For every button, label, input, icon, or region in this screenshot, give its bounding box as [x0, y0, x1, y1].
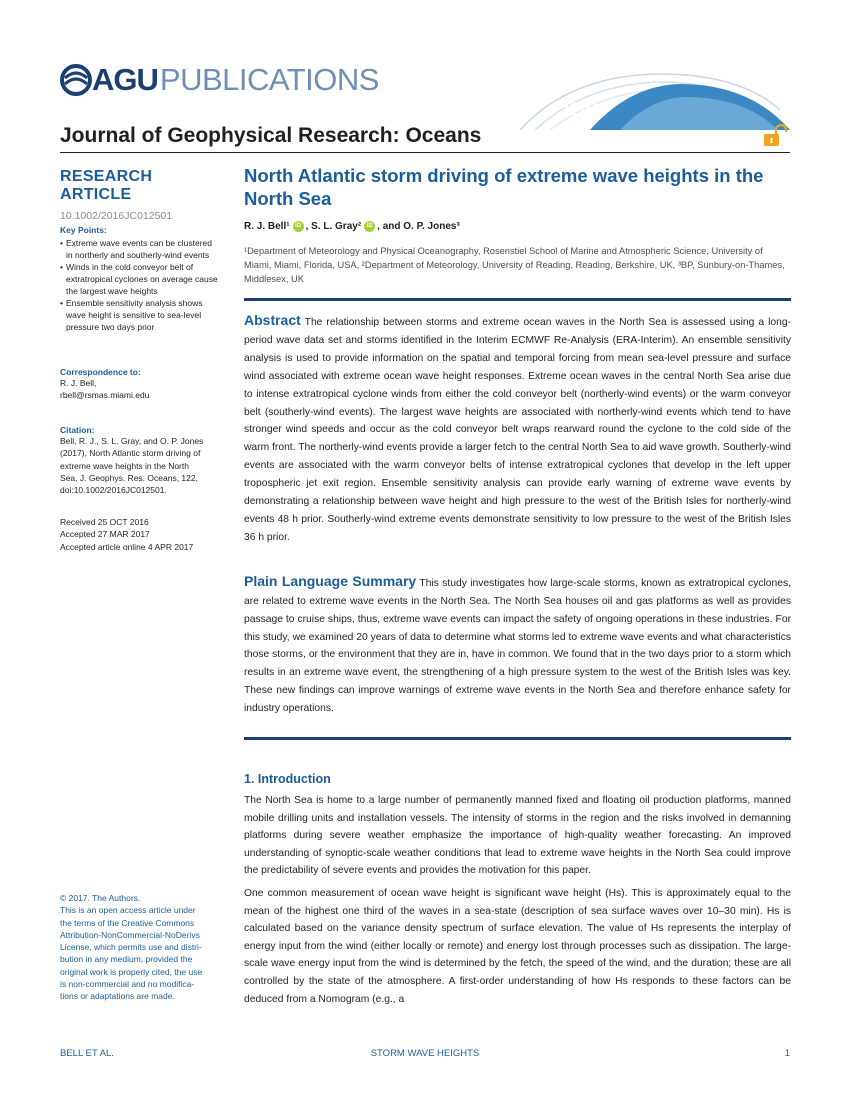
journal-title: Journal of Geophysical Research: Oceans [60, 124, 482, 147]
orcid-icon[interactable]: iD [364, 221, 375, 232]
introduction-heading: 1. Introduction [244, 772, 331, 787]
key-point-item: • Winds in the cold conveyor belt of extratropical cyclones on average cause the largest wave heights [60, 261, 220, 297]
author-name[interactable]: , and O. P. Jones³ [377, 221, 460, 232]
header-rule [60, 152, 790, 153]
copyright: © 2017. The Authors. [60, 893, 141, 903]
pls-heading: Plain Language Summary [244, 572, 417, 589]
footer-running-title: STORM WAVE HEIGHTS [370, 1048, 480, 1059]
affiliations: ¹Department of Meteorology and Physical Oceanography, Rosenstiel School of Marine and Atmospheric Science, University of Miami, Miami, Florida, USA, ²Department of Meteorology, University of Reading, Reading, Berkshire, UK, ³BP, Sunbury-on-Thames, Middlesex, UK [244, 246, 785, 284]
online-date: Accepted article online 4 APR 2017 [60, 541, 194, 552]
key-points [60, 225, 220, 333]
doi[interactable]: 10.1002/2016JC012501 [60, 210, 173, 222]
license-line[interactable]: is non-commercial and no modifica- [60, 979, 195, 990]
brand-agu-text: AGU [92, 62, 158, 97]
citation-heading: Citation: [60, 425, 95, 435]
brand-publications-text: PUBLICATIONS [159, 62, 379, 97]
pls-text: This study investigates how large-scale storms, known as extratropical cyclones, are related to extreme wave events in the North Sea. The North Sea houses oil and gas platforms as well as provides passage to cruise ships, thus, extreme wave events can impact the safety of ongoing operations in these industries. For this study, we examined 20 years of data to determine what storms led to extreme wave events and what characteristics those storms, or the environment that they are in, have in common. We found that in the two days prior to a storm which results in an extreme wave event, the strengthening of a high pressure system to the west of the British Isles was key. These new findings can improve warnings of extreme wave events in the North Sea and therefore enhance safety for industry operations. [244, 577, 791, 715]
author-name[interactable]: , S. L. Gray² [305, 221, 362, 232]
author-name[interactable]: R. J. Bell¹ [244, 221, 290, 232]
author-list [244, 221, 791, 232]
jgr-journal-badge [510, 70, 790, 130]
correspondence [60, 367, 220, 402]
citation-line: doi:10.1002/2016JC012501. [60, 485, 167, 496]
key-points-heading: Key Points: [60, 225, 107, 235]
page-header [0, 0, 850, 160]
intro-paragraph: One common measurement of ocean wave height is significant wave height (Hs). This is approximately equal to the mean of the highest one third of the waves in a sea-state (description of sea surface waves over 10–30 min). Hs is calculated based on the variance density spectrum of surface elevation. The value of Hs represents the interplay of energy input from the wind (either locally or remote) and energy lost through processes such as dissipation. The large-scale wave energy input from the wind is determined by the fetch, the speed of the wind, and the duration; these are all controlled by the state of the atmosphere. A first-order understanding of how Hs responds to these factors can be deduced from a Nomogram (e.g., a [244, 888, 791, 1005]
citation-line: Sea, J. Geophys. Res. Oceans, 122, [60, 472, 198, 483]
key-points-list [60, 237, 220, 333]
license-line[interactable]: This is an open access article under [60, 905, 196, 916]
license-line[interactable]: the terms of the Creative Commons [60, 917, 195, 928]
article-dates [60, 516, 220, 553]
article-title: North Atlantic storm driving of extreme wave heights in the North Sea [244, 165, 764, 209]
citation-line: extreme wave heights in the North [60, 460, 189, 471]
license-line[interactable]: tions or adaptations are made. [60, 991, 175, 1002]
accepted-date: Accepted 27 MAR 2017 [60, 529, 150, 540]
article-type-label: RESEARCH ARTICLE [60, 168, 153, 203]
section-rule [244, 737, 791, 740]
citation-line: Bell, R. J., S. L. Gray, and O. P. Jones [60, 436, 204, 446]
license-line[interactable]: Attribution-NonCommercial-NoDerivs [60, 929, 200, 940]
citation-line: (2017), North Atlantic storm driving of [60, 448, 201, 459]
license-line[interactable]: bution in any medium, provided the [60, 954, 193, 965]
intro-paragraph: The North Sea is home to a large number of permanently manned fixed and floating oil production platforms, manned mobile drilling units and installation vessels. The intensity of storms in the region and the risks involved in demanning platforms during severe weather emphasize the importance of high-quality weather forecasting. An improved understanding of synoptic-scale weather conditions that lead to extreme wave heights in the North Sea could improve the predictability of severe events and provides the motivation for this paper. [244, 795, 791, 877]
correspondence-email[interactable]: rbell@rsmas.miami.edu [60, 390, 150, 401]
sidebar-header [60, 168, 220, 222]
plain-language-summary [244, 573, 791, 718]
abstract-text: The relationship between storms and extreme ocean waves in the North Sea is assessed using a long-period wave data set and storms identified in the Interim ECMWF Re-Analysis (ERA-Interim). An ensemble sensitivity analysis is used to provide information on the spatial and temporal forcing from mean sea-level pressure and surface wind associated with extreme ocean wave height responses. Extreme ocean waves in the central North Sea arise due to intense extratropical cyclone winds from either the cold conveyor belt (northerly-wind events) or the warm conveyor belt (southerly-wind events). The largest wave heights are associated with northerly-wind events which tend to have stronger wind speeds and occur as the cold conveyor belt wraps rearward round the cyclone to the cold side of the warm front. The northerly-wind events provide a larger fetch to the central North Sea to aid wave growth. Southerly-wind events are associated with the warm conveyor belts of intense extratropical cyclones that develop in the left upper tropospheric jet exit region. Ensemble sensitivity analysis can provide early warning of extreme wave events by demonstrating a relationship between wave height and high pressure to the west of the British Isles for northerly-wind events 48 h prior. Southerly-wind extreme events demonstrate sensitivity to low pressure to the west of the British Isles 36 h prior. [244, 317, 791, 543]
license-line[interactable]: License, which permits use and distri- [60, 942, 202, 953]
received-date: Received 25 OCT 2016 [60, 517, 149, 527]
open-access-lock-icon [762, 124, 788, 148]
jgr-badge-text: JGR [558, 99, 600, 121]
license-line[interactable]: original work is properly cited, the use [60, 966, 203, 977]
page-number: 1 [784, 1048, 790, 1059]
correspondence-heading: Correspondence to: [60, 367, 141, 377]
correspondence-name: R. J. Bell, [60, 378, 97, 388]
key-point-item: • Extreme wave events can be clustered in northerly and southerly-wind events [60, 237, 220, 261]
license-notice [60, 892, 220, 1003]
footer-authors: BELL ET AL. [60, 1048, 114, 1059]
citation [60, 425, 220, 496]
abstract-heading: Abstract [244, 312, 301, 328]
abstract [244, 312, 791, 547]
agu-globe-icon [60, 64, 92, 96]
section-rule [244, 298, 791, 301]
key-point-item: • Ensemble sensitivity analysis shows wave height is sensitive to sea-level pressure two days prior [60, 297, 220, 333]
orcid-icon[interactable]: iD [293, 221, 304, 232]
agu-publications-logo [60, 62, 379, 98]
main-column [244, 164, 791, 1008]
